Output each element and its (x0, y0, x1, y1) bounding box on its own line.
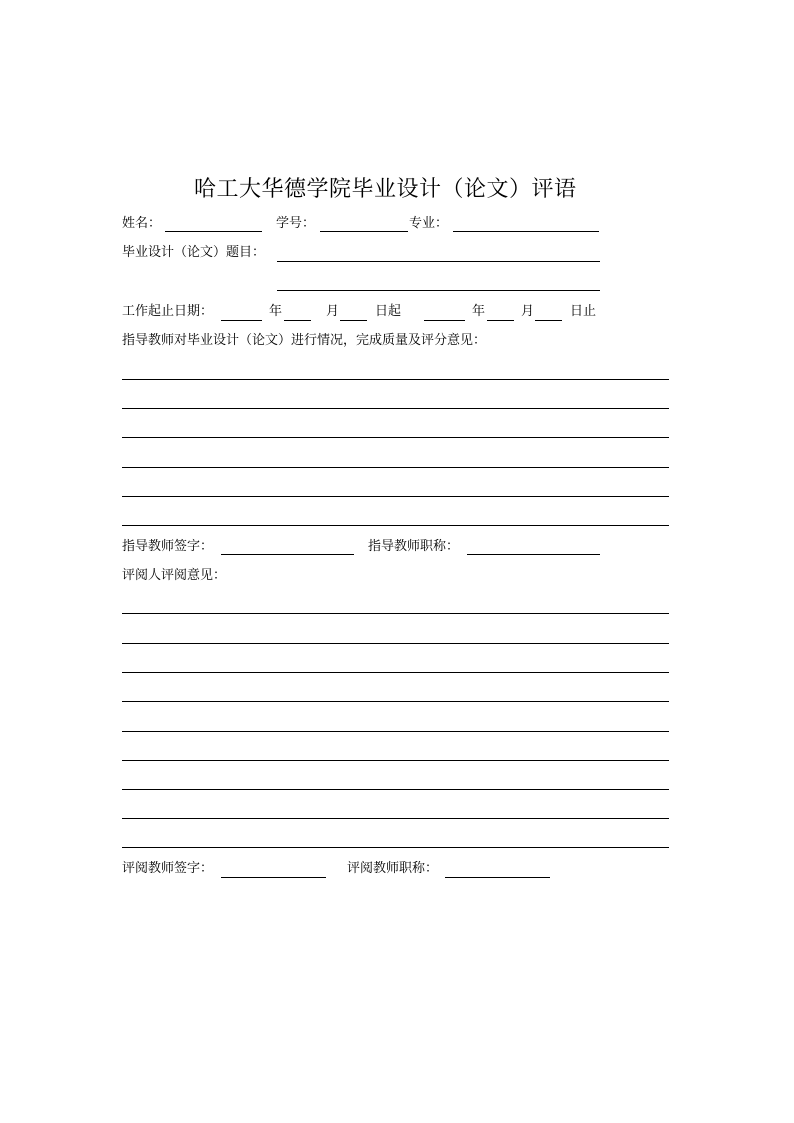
advisor-comment-line[interactable] (122, 379, 669, 380)
reviewer-comment-line[interactable] (122, 613, 669, 614)
reviewer-title-label: 评阅教师职称： (347, 861, 439, 876)
advisor-comment-line[interactable] (122, 408, 669, 409)
student-id-field[interactable] (320, 231, 408, 232)
major-label: 专业： (409, 216, 449, 231)
start-year-field[interactable] (221, 320, 262, 321)
student-id-label: 学号： (276, 216, 316, 231)
reviewer-title-field[interactable] (445, 877, 550, 878)
start-month-unit: 月 (326, 304, 340, 319)
reviewer-comment-line[interactable] (122, 672, 669, 673)
reviewer-comment-line[interactable] (122, 789, 669, 790)
thesis-title-field-line-2[interactable] (277, 290, 600, 291)
end-year-field[interactable] (424, 320, 465, 321)
reviewer-comment-line[interactable] (122, 760, 669, 761)
advisor-comment-line[interactable] (122, 525, 669, 526)
advisor-comment-prompt: 指导教师对毕业设计（论文）进行情况，完成质量及评分意见： (122, 333, 487, 348)
thesis-title-field-line-1[interactable] (277, 261, 600, 262)
name-field[interactable] (165, 231, 262, 232)
major-field[interactable] (453, 231, 599, 232)
reviewer-signature-label: 评阅教师签字： (122, 861, 214, 876)
start-month-field[interactable] (284, 320, 311, 321)
reviewer-comment-line[interactable] (122, 731, 669, 732)
reviewer-comment-prompt: 评阅人评阅意见： (122, 568, 227, 583)
start-day-unit: 日起 (375, 304, 402, 319)
name-label: 姓名： (122, 216, 162, 231)
advisor-title-field[interactable] (467, 554, 600, 555)
advisor-signature-field[interactable] (221, 554, 354, 555)
end-month-unit: 月 (521, 304, 535, 319)
advisor-signature-label: 指导教师签字： (122, 539, 214, 554)
end-year-unit: 年 (472, 304, 486, 319)
reviewer-comment-line[interactable] (122, 701, 669, 702)
end-month-field[interactable] (487, 320, 514, 321)
reviewer-comment-line[interactable] (122, 643, 669, 644)
advisor-comment-line[interactable] (122, 496, 669, 497)
advisor-comment-line[interactable] (122, 467, 669, 468)
advisor-title-label: 指导教师职称： (368, 539, 460, 554)
reviewer-signature-field[interactable] (221, 877, 326, 878)
end-day-unit: 日止 (570, 304, 597, 319)
start-day-field[interactable] (340, 320, 367, 321)
work-period-label: 工作起止日期： (122, 304, 214, 319)
end-day-field[interactable] (535, 320, 562, 321)
reviewer-comment-line[interactable] (122, 847, 669, 848)
reviewer-comment-line[interactable] (122, 818, 669, 819)
advisor-comment-line[interactable] (122, 437, 669, 438)
start-year-unit: 年 (269, 304, 283, 319)
document-title: 哈工大华德学院毕业设计（论文）评语 (194, 177, 577, 202)
thesis-title-label: 毕业设计（论文）题目： (122, 245, 266, 260)
